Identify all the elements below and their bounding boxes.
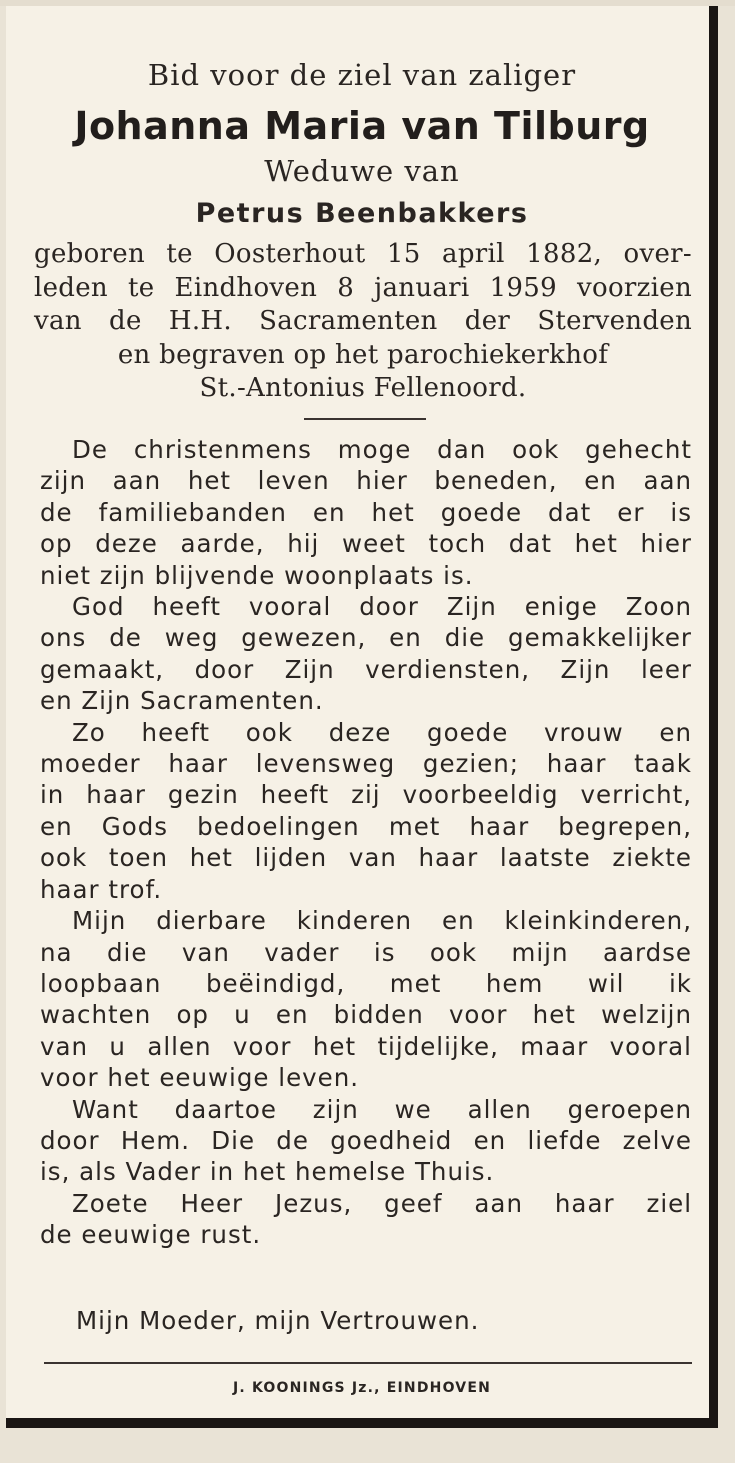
text-line: haar trof.: [40, 874, 163, 904]
deceased-name: Johanna Maria van Tilburg: [74, 104, 650, 148]
paragraph: [40, 1094, 692, 1188]
text-line: van u allen voor het tijdelijke, maar vooral: [40, 1031, 692, 1061]
text-line: in haar gezin heeft zij voorbeeldig verricht,: [40, 780, 692, 810]
meditation-text: [40, 434, 692, 1251]
prayer-heading: Bid voor de ziel van zaliger: [147, 58, 577, 92]
text-line: en Gods bedoelingen met haar begrepen,: [40, 811, 692, 841]
text-line: Mijn dierbare kinderen en kleinkinderen,: [72, 906, 692, 936]
text-line: ook toen het lijden van haar laatste ziekte: [40, 843, 692, 873]
text-line: ons de weg gewezen, en die gemakkelijker: [40, 623, 692, 653]
paragraph: [40, 591, 692, 717]
paragraph: [40, 717, 692, 905]
text-line: God heeft vooral door Zijn enige Zoon: [72, 592, 692, 622]
biography: [34, 238, 692, 406]
text-line: Want daartoe zijn we allen geroepen: [72, 1094, 692, 1124]
text-line: niet zijn blijvende woonplaats is.: [40, 560, 474, 590]
text-line: moeder haar levensweg gezien; haar taak: [40, 749, 692, 779]
text-line: Zo heeft ook deze goede vrouw en: [72, 717, 692, 747]
paragraph: [40, 905, 692, 1093]
short-divider: [304, 418, 426, 420]
widow-of-label: Weduwe van: [264, 154, 460, 188]
bio-line: van de H.H. Sacramenten der Stervenden: [34, 306, 692, 336]
text-line: is, als Vader in het hemelse Thuis.: [40, 1157, 495, 1187]
memorial-card: [6, 6, 718, 1428]
text-line: gemaakt, door Zijn verdiensten, Zijn leer: [40, 654, 692, 684]
text-line: voor het eeuwige leven.: [40, 1063, 360, 1093]
bottom-rule: [44, 1362, 692, 1364]
paragraph: [40, 434, 692, 591]
text-line: de familiebanden en het goede dat er is: [40, 497, 692, 527]
text-line: door Hem. Die de goedheid en liefde zelve: [40, 1125, 692, 1155]
text-line: op deze aarde, hij weet toch dat het hier: [40, 529, 692, 559]
husband-name: Petrus Beenbakkers: [195, 198, 529, 229]
text-line: wachten op u en bidden voor het welzijn: [40, 1000, 692, 1030]
text-line: De christenmens moge dan ook gehecht: [72, 435, 692, 464]
text-line: loopbaan beëindigd, met hem wil ik: [40, 968, 692, 998]
text-line: na die van vader is ook mijn aardse: [40, 937, 692, 967]
text-line: en Zijn Sacramenten.: [40, 686, 324, 716]
bio-line: geboren te Oosterhout 15 april 1882, over-: [34, 239, 692, 269]
bio-line: St.-Antonius Fellenoord.: [199, 373, 527, 403]
text-line: zijn aan het leven hier beneden, en aan: [40, 466, 692, 496]
bio-line: leden te Eindhoven 8 januari 1959 voorzien: [34, 272, 692, 303]
bio-line: en begraven op het parochiekerkhof: [117, 339, 609, 370]
paragraph: [40, 1188, 692, 1251]
text-line: de eeuwige rust.: [40, 1220, 262, 1250]
text-line: Zoete Heer Jezus, geef aan haar ziel: [72, 1188, 692, 1218]
printer-credit: J. KOONINGS Jz., EINDHOVEN: [232, 1380, 492, 1396]
closing-motto: Mijn Moeder, mijn Vertrouwen.: [76, 1306, 480, 1335]
